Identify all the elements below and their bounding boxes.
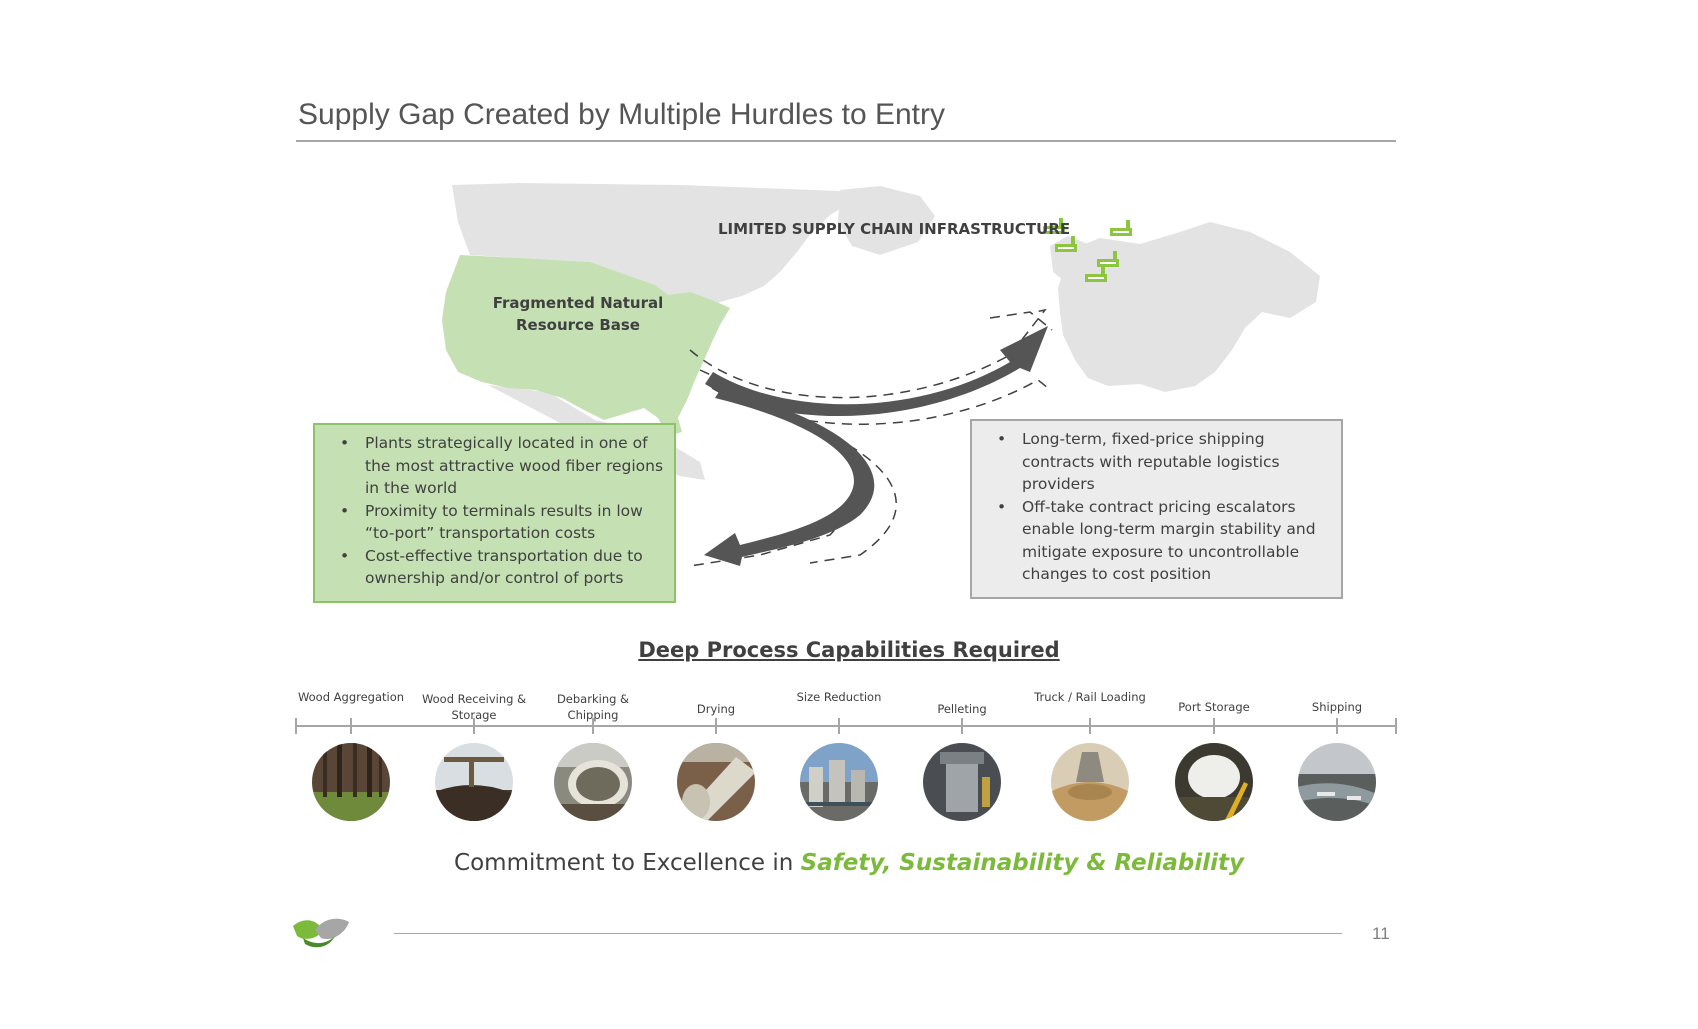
bullet-item: • Long-term, fixed-price shipping contracts with reputable logistics providers [972, 428, 1333, 496]
commitment-prefix: Commitment to Excellence in [454, 850, 801, 876]
storage-dome-photo-icon [1174, 742, 1254, 822]
resource-base-label: Fragmented Natural Resource Base [492, 294, 664, 334]
log-loader-photo-icon [434, 742, 514, 822]
title-divider [296, 140, 1396, 142]
pellets-photo-icon [1050, 742, 1130, 822]
step-label-wood-aggregation: Wood Aggregation [297, 690, 405, 704]
commitment-statement [0, 850, 1698, 876]
bullet-item: • Cost-effective transportation due to ownership and/or control of ports [315, 545, 666, 590]
ship-channel-photo-icon [1297, 742, 1377, 822]
step-label-size-reduction: Size Reduction [796, 690, 882, 704]
slide-title: Supply Gap Created by Multiple Hurdles to Entry [298, 98, 945, 131]
mill-building-photo-icon [799, 742, 879, 822]
debarking-drum-photo-icon [553, 742, 633, 822]
us-advantages-list [315, 432, 666, 590]
company-logo-icon [293, 919, 349, 948]
step-label-port-storage: Port Storage [1178, 700, 1250, 714]
step-label-shipping: Shipping [1311, 700, 1363, 714]
us-advantages-box [313, 423, 676, 603]
page-number: 11 [1372, 924, 1390, 943]
arrow-back-to-us [704, 390, 874, 566]
forest-photo-icon [311, 742, 391, 822]
commitment-highlight: Safety, Sustainability & Reliability [800, 850, 1244, 876]
step-label-drying: Drying [696, 702, 736, 716]
footer-divider [394, 933, 1342, 934]
bullet-item: • Plants strategically located in one of the most attractive wood fiber regions in the world [315, 432, 666, 500]
europe-land [1058, 222, 1320, 392]
step-label-pelleting: Pelleting [937, 702, 987, 716]
shipping-contracts-box [970, 419, 1343, 599]
process-photos [311, 742, 1377, 822]
dryer-drum-photo-icon [676, 742, 756, 822]
pellet-mill-photo-icon [922, 742, 1002, 822]
factory-icon [1110, 220, 1132, 236]
shipping-contracts-list [972, 428, 1333, 586]
bullet-item: • Off-take contract pricing escalators enable long-term margin stability and mitigate exposure to uncontrollable changes to cost position [972, 496, 1333, 586]
bullet-item: • Proximity to terminals results in low “to-port” transportation costs [315, 500, 666, 545]
step-label-debarking: Debarking & Chipping [556, 692, 630, 722]
step-label-wood-receiving: Wood Receiving & Storage [421, 692, 527, 722]
infrastructure-label: LIMITED SUPPLY CHAIN INFRASTRUCTURE [718, 220, 1071, 238]
step-label-truck-rail: Truck / Rail Loading [1034, 690, 1146, 704]
process-heading: Deep Process Capabilities Required [638, 638, 1060, 662]
